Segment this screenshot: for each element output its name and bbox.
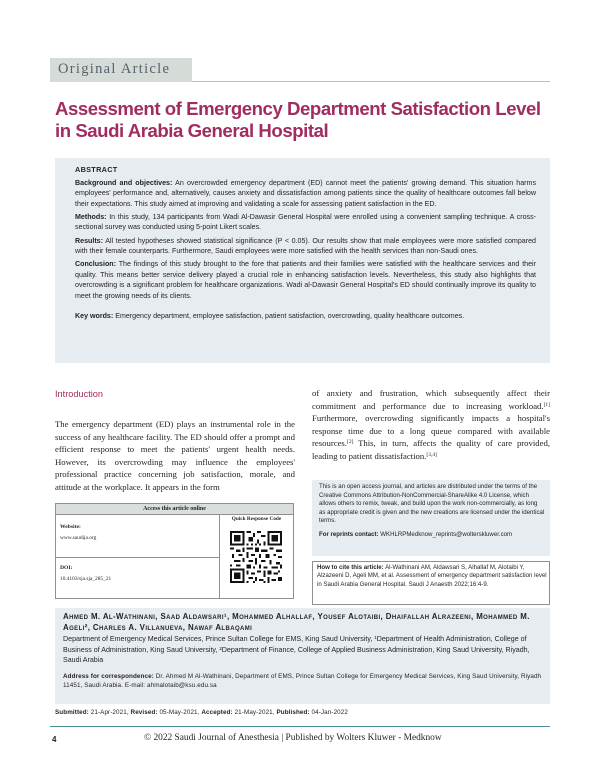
doi-link[interactable]: 10.4103/sja.sja_285_21 xyxy=(60,576,112,582)
reprints-contact: For reprints contact: WKHLRPMedknow_reprints@wolterskluwer.com xyxy=(319,530,513,538)
introduction-right-text: of anxiety and frustration, which subsequently affect their commitment and performance due to increasing workload.[1] Furthermore, overcrowding significantly impacts a hospital's response time due to a long queue compared with available resources.[2] This, in turn, affects the quality of care provided, leading to patient dissatisfaction.[3,4] xyxy=(312,388,550,461)
website-cell xyxy=(60,523,96,542)
qr-label: Quick Response Code xyxy=(231,516,282,522)
footer-rule xyxy=(50,726,550,727)
introduction-heading: Introduction xyxy=(55,389,104,399)
abstract-methods: Methods: In this study, 134 participants from Wadi Al-Dawasir General Hospital were enrolled using a convenient sampling technique. A cross-sectional survey was conducted using 5-point Likert scales. xyxy=(75,212,536,232)
article-title: Assessment of Emergency Department Satisfaction Level in Saudi Arabia General Hospital xyxy=(55,98,541,141)
footer-copyright: © 2022 Saudi Journal of Anesthesia | Published by Wolters Kluwer - Medknow xyxy=(144,733,442,743)
author-affiliations: Department of Emergency Medical Services, Prince Sultan College for EMS, King Saud University, ¹Department of Health Administration, College of Business of Administration, King Saud University, ²Department of Finance, College of Applied Business Administration, King Saud University, Riyadh, Saudi Arabia xyxy=(63,635,530,665)
abstract-results: Results: All tested hypotheses showed statistical significance (P < 0.05). Our results show that male employees were more satisfied compared with their female counterparts. Furthermore, Saudi employees were more satisfied with the health services than non-Saudi ones. xyxy=(75,236,536,256)
doi-label: DOI: xyxy=(60,565,73,571)
correspondence-address: Address for correspondence: Dr. Ahmed M Al-Wathinani, Department of EMS, Prince Sultan College for Emergency Medical Services, King Saud University, Riyadh 11451, Saudi Arabia. E-mail: ahmalotaib@ksu.edu.sa xyxy=(63,672,542,689)
abstract-keywords: Key words: Emergency department, employee satisfaction, patient satisfaction, overcrowding, quality healthcare outcomes. xyxy=(75,311,465,320)
page-number: 4 xyxy=(52,735,57,744)
table-divider xyxy=(219,515,220,598)
abstract-box xyxy=(55,158,550,363)
access-article-heading: Access this article online xyxy=(56,504,293,515)
citation-box xyxy=(312,561,550,605)
table-divider xyxy=(56,557,219,558)
abstract-background: Background and objectives: An overcrowded emergency department (ED) cannot meet the patients' growing demand. This situation harms employees' performance and, alternatively, causes anxiety and dissatisfaction among patients since the quality of healthcare outcomes fall below their expectations. This study aimed at improving and validating a scale for assessing patient satisfaction in the ED. xyxy=(75,178,536,208)
article-type-badge xyxy=(50,58,192,82)
open-access-text: This is an open access journal, and articles are distributed under the terms of the Creative Commons Attribution-NonCommercial-ShareAlike 4.0 License, which allows others to remix, tweak, and build upon the work non-commercially, as long as appropriate credit is given and the new creations are licensed under the identical terms. xyxy=(319,483,545,525)
website-link[interactable]: www.saudija.org xyxy=(60,535,97,541)
abstract-heading: ABSTRACT xyxy=(75,165,118,174)
qr-code[interactable] xyxy=(230,531,282,583)
authors-box xyxy=(55,608,550,704)
publication-dates: Submitted: 21-Apr-2021, Revised: 05-May-2021, Accepted: 21-May-2021, Published: 04-Jan-2022 xyxy=(55,709,348,716)
website-label: Website: xyxy=(60,524,81,530)
abstract-conclusion: Conclusion: The findings of this study brought to the fore that patients and their families were satisfied with the healthcare services and their quality. This means better service delivery played a crucial role in enhancing satisfaction levels. Nevertheless, this study also highlights that overcrowding is a significant problem for healthcare organizations. Wadi al-Dawasir General Hospital's ED should continually improve its quality to meet the growing needs of its clients. xyxy=(75,260,536,301)
introduction-left-text: The emergency department (ED) plays an instrumental role in the success of any healthcare facility. The ED should offer a prompt and efficient response to meet the patients' urgent health needs. However, its overcrowding may influence the employees' professional practice concerning job satisfaction, morale, and attitude at the workplace. It appears in the form xyxy=(55,419,295,492)
doi-cell xyxy=(60,564,111,583)
citation-text: How to cite this article: Al-Wathinani AM, Aldawsari S, Alhallaf M, Alotaibi Y, Alzazeeni D, Ageli MM, et al. Assessment of emergency department satisfaction level in Saudi Arabia General Hospital. Saudi J Anaesth 2022;16:4-9. xyxy=(317,564,547,588)
access-article-box xyxy=(55,503,294,599)
reprints-email[interactable]: WKHLRPMedknow_reprints@wolterskluwer.com xyxy=(378,530,513,538)
header-rule xyxy=(192,81,550,82)
article-type-label: Original Article xyxy=(58,61,171,77)
author-list: Ahmed M. Al-Wathinani, Saad Aldawsari¹, Mohammed Alhallaf, Yousef Alotaibi, Dhaifallah Alrazeeni, Mohammed M. Ageli², Charles A. Villanueva, Nawaf Albaqami xyxy=(63,612,530,632)
open-access-box xyxy=(312,480,550,556)
